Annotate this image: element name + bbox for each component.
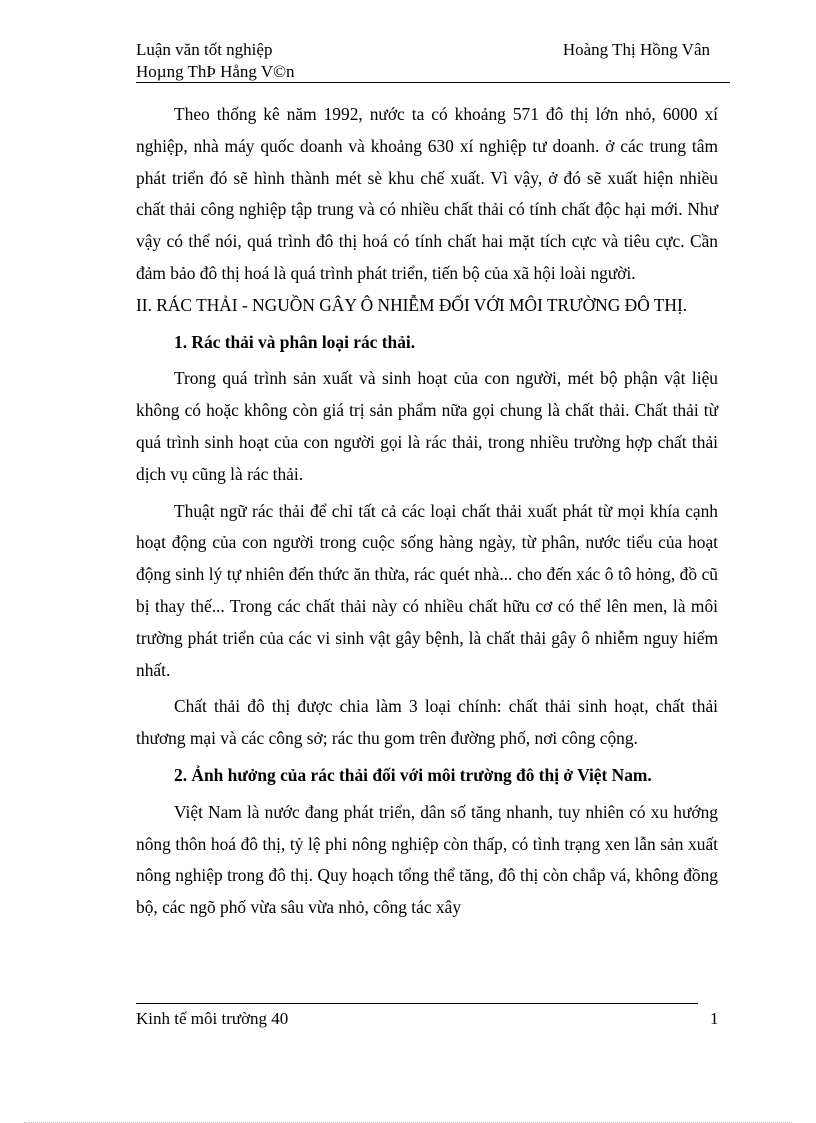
page-body xyxy=(136,99,718,924)
header-thesis-title: Luận văn tốt nghiệp xyxy=(136,40,273,59)
footer-divider xyxy=(136,1003,698,1004)
page-number: 1 xyxy=(710,1009,719,1028)
paragraph-urbanization: Theo thống kê năm 1992, nước ta có khoảng 571 đô thị lớn nhỏ, 6000 xí nghiệp, nhà máy quốc doanh và khoảng 630 xí nghiệp tư doanh. ở các trung tâm phát triển đó sẽ hình thành mét sè khu chế xuất. Vì vậy, ở đó sẽ xuất hiện nhiều chất thải công nghiệp tập trung và có nhiều chất thải có tính chất độc hại mới. Như vậy có thể nói, quá trình đô thị hoá có tính chất hai mặt tích cực và tiêu cực. Cần đảm bảo đô thị hoá là quá trình phát triển, tiến bộ của xã hội loài người. xyxy=(136,104,718,283)
paragraph-vietnam-context: Việt Nam là nước đang phát triển, dân số tăng nhanh, tuy nhiên có xu hướng nông thôn hoá đô thị, tỷ lệ phi nông nghiệp còn thấp, có tình trạng xen lẫn sản xuất nông nghiệp trong đô thị. Quy hoạch tổng thể tăng, đô thị còn chắp vá, không đồng bộ, các ngõ phố vừa sâu vừa nhỏ, công tác xây xyxy=(136,801,718,918)
header-author: Hoàng Thị Hồng Vân xyxy=(562,40,710,59)
paragraph-waste-terminology: Thuật ngữ rác thải để chỉ tất cả các loại chất thải xuất phát từ mọi khía cạnh hoạt động của con người trong cuộc sống hàng ngày, từ phân, nước tiểu của hoạt động sinh lý tự nhiên đến thức ăn thừa, rác quét nhà... cho đến xác ô tô hỏng, đồ cũ bị thay thế... Trong các chất thải này có nhiều chất hữu cơ có thể lên men, là môi trường phát triển của các vi sinh vật gây bệnh, là chất thải gây ô nhiễm nguy hiểm nhất. xyxy=(136,500,718,680)
section-heading-2: II. RÁC THẢI - NGUỒN GÂY Ô NHIỄM ĐỐI VỚI MÔI TRƯỜNG ĐÔ THỊ. xyxy=(136,294,688,315)
subheading-waste-classification: 1. Rác thải và phân loại rác thải. xyxy=(174,331,416,352)
header-author-garbled: Hoµng ThÞ Hång V©n xyxy=(136,62,295,81)
header-divider xyxy=(136,82,730,83)
subheading-waste-impact: 2. Ảnh hưởng của rác thải đối với môi trường đô thị ở Việt Nam. xyxy=(174,764,652,785)
paragraph-waste-definition: Trong quá trình sản xuất và sinh hoạt của con người, mét bộ phận vật liệu không có hoặc không còn giá trị sản phẩm nữa gọi chung là chất thải. Chất thải từ quá trình sinh hoạt của con người gọi là rác thải, trong nhiều trường hợp chất thải dịch vụ cũng là rác thải. xyxy=(136,368,718,484)
footer-course-label: Kinh tế môi trường 40 xyxy=(136,1009,289,1028)
paragraph-urban-waste-types: Chất thải đô thị được chia làm 3 loại chính: chất thải sinh hoạt, chất thải thương mại và các công sở; rác thu gom trên đường phố, nơi công cộng. xyxy=(136,696,718,749)
